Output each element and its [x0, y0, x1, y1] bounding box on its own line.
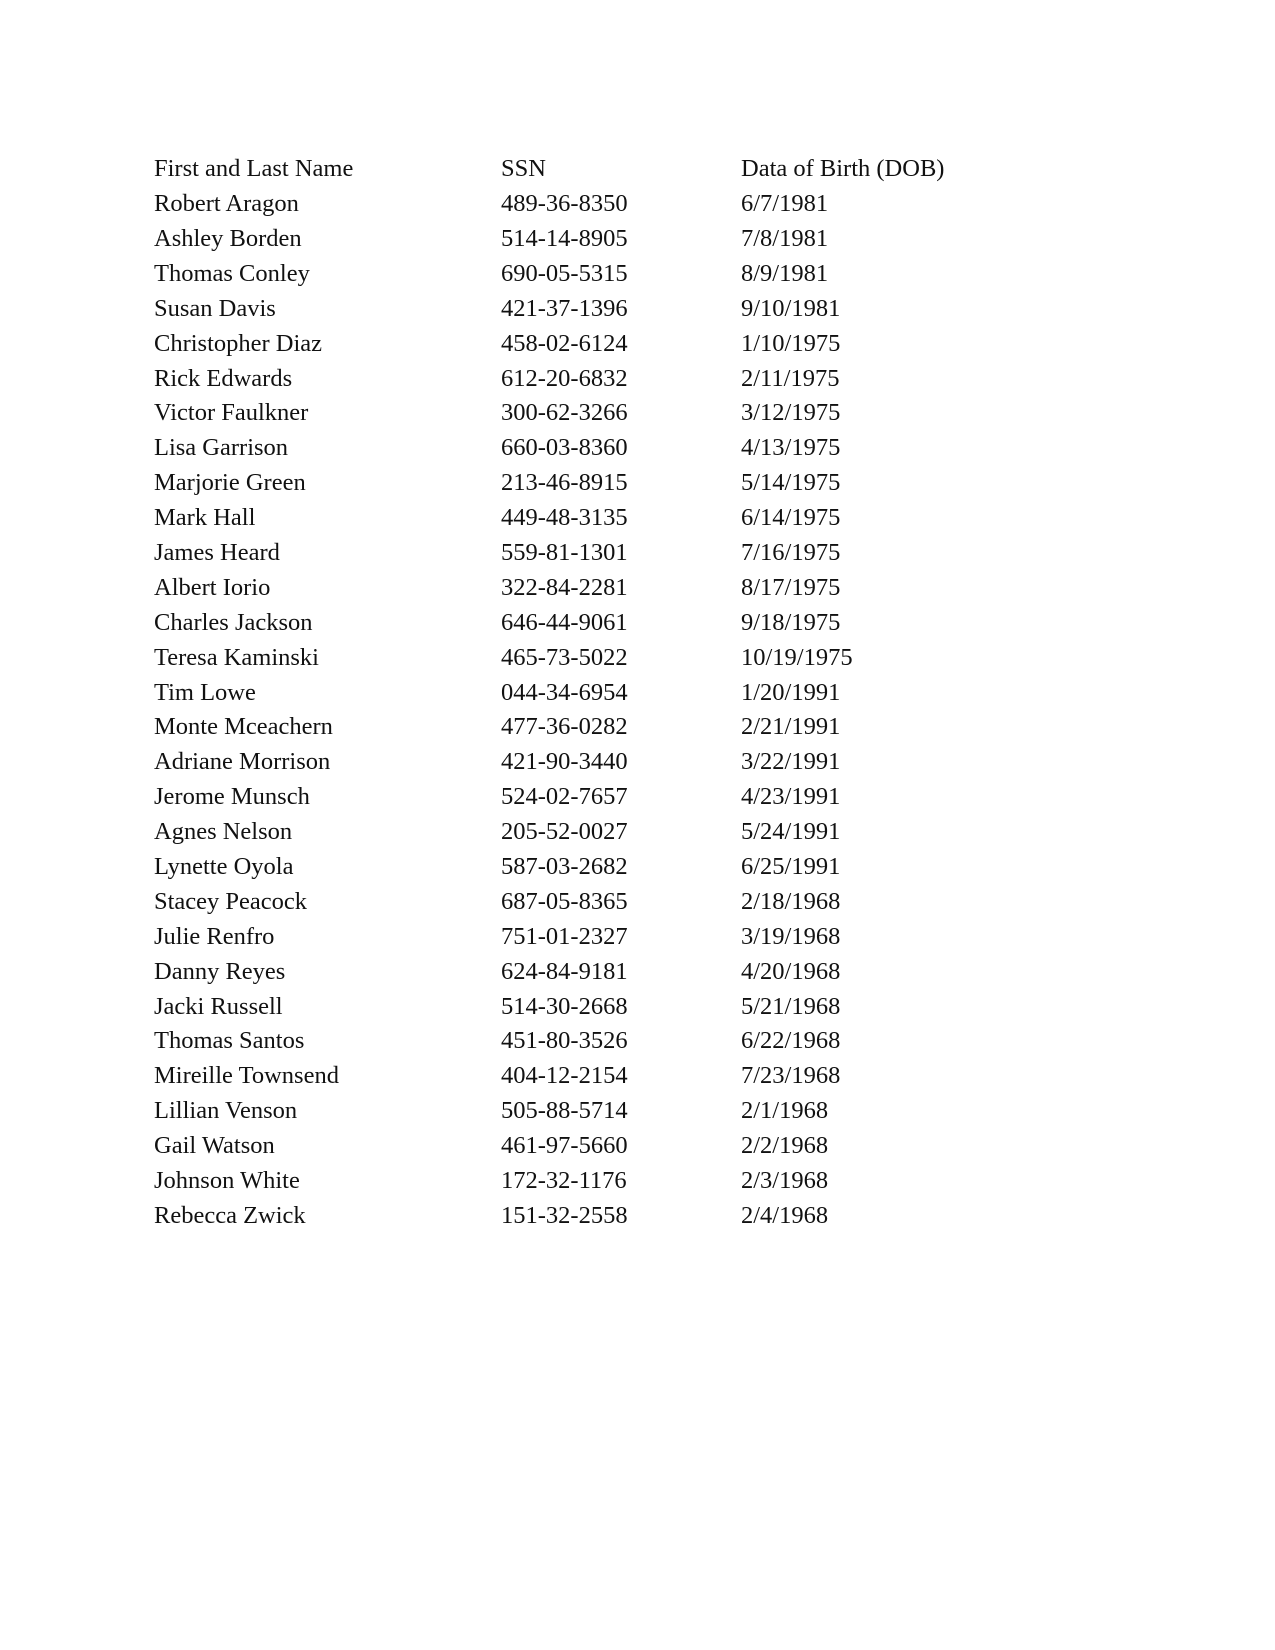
table-row: [154, 257, 1001, 292]
row-dob: 6/7/1981: [741, 190, 829, 218]
row-name: Gail Watson: [154, 1132, 275, 1160]
row-name: Robert Aragon: [154, 190, 299, 218]
table-row: [154, 745, 1001, 780]
table-row: [154, 1164, 1001, 1199]
row-name: Jerome Munsch: [154, 783, 310, 811]
row-ssn: 205-52-0027: [501, 818, 628, 846]
row-dob: 6/22/1968: [741, 1027, 841, 1055]
table-row: [154, 606, 1001, 641]
row-dob: 8/17/1975: [741, 573, 841, 601]
row-dob: 2/3/1968: [741, 1167, 829, 1195]
row-name: Tim Lowe: [154, 678, 256, 706]
row-name: Susan Davis: [154, 294, 276, 322]
column-header-ssn: SSN: [501, 155, 546, 183]
table-row: [154, 954, 1001, 989]
row-name: Rick Edwards: [154, 364, 293, 392]
table-row: [154, 292, 1001, 327]
row-name: Monte Mceachern: [154, 713, 333, 741]
table-row: [154, 536, 1001, 571]
row-name: Jacki Russell: [154, 992, 283, 1020]
row-dob: 7/23/1968: [741, 1062, 841, 1090]
row-dob: 7/8/1981: [741, 224, 829, 252]
row-dob: 6/25/1991: [741, 853, 841, 880]
row-ssn: 587-03-2682: [501, 853, 628, 880]
row-ssn: 300-62-3266: [501, 399, 628, 427]
row-dob: 5/14/1975: [741, 469, 841, 497]
table-row: [154, 222, 1001, 257]
row-dob: 4/13/1975: [741, 434, 841, 462]
table-row: [154, 885, 1001, 920]
row-ssn: 687-05-8365: [501, 887, 628, 915]
row-name: Danny Reyes: [154, 957, 286, 985]
row-dob: 4/20/1968: [741, 957, 841, 985]
table-row: [154, 501, 1001, 536]
row-dob: 2/18/1968: [741, 887, 841, 915]
row-ssn: 172-32-1176: [501, 1167, 627, 1195]
row-ssn: 044-34-6954: [501, 678, 628, 706]
table-row: [154, 815, 1001, 850]
table-row: [154, 710, 1001, 745]
table-header-row: [154, 152, 1001, 187]
row-ssn: 505-88-5714: [501, 1097, 628, 1125]
column-header-dob: Data of Birth (DOB): [741, 155, 945, 183]
row-ssn: 451-80-3526: [501, 1027, 628, 1055]
row-dob: 9/10/1981: [741, 294, 841, 322]
row-ssn: 646-44-9061: [501, 608, 628, 636]
row-name: Mireille Townsend: [154, 1062, 339, 1090]
row-dob: 6/14/1975: [741, 504, 841, 532]
column-header-name: First and Last Name: [154, 155, 354, 183]
table-row: [154, 326, 1001, 361]
row-ssn: 322-84-2281: [501, 573, 628, 601]
table-body: [154, 187, 1001, 1234]
row-dob: 5/21/1968: [741, 992, 841, 1020]
row-ssn: 458-02-6124: [501, 329, 628, 357]
records-table: [154, 152, 1001, 1234]
table-row: [154, 850, 1001, 885]
row-ssn: 449-48-3135: [501, 504, 628, 532]
row-ssn: 465-73-5022: [501, 643, 628, 671]
row-ssn: 489-36-8350: [501, 190, 628, 218]
row-name: Adriane Morrison: [154, 748, 331, 776]
row-ssn: 559-81-1301: [501, 538, 628, 566]
row-dob: 9/18/1975: [741, 608, 841, 636]
table-row: [154, 1024, 1001, 1059]
table-row: [154, 1129, 1001, 1164]
table-row: [154, 1094, 1001, 1129]
row-dob: 1/20/1991: [741, 678, 841, 706]
row-dob: 3/19/1968: [741, 922, 841, 950]
row-ssn: 624-84-9181: [501, 957, 628, 985]
row-ssn: 461-97-5660: [501, 1132, 628, 1160]
row-dob: 10/19/1975: [741, 643, 853, 671]
row-name: Ashley Borden: [154, 224, 302, 252]
row-name: Rebecca Zwick: [154, 1201, 306, 1229]
row-name: Lisa Garrison: [154, 434, 289, 462]
table-row: [154, 1199, 1001, 1234]
row-name: Victor Faulkner: [154, 399, 309, 427]
row-dob: 4/23/1991: [741, 783, 841, 811]
row-ssn: 213-46-8915: [501, 469, 628, 497]
row-ssn: 421-90-3440: [501, 748, 628, 776]
row-name: Christopher Diaz: [154, 329, 323, 357]
row-ssn: 660-03-8360: [501, 434, 628, 462]
row-ssn: 404-12-2154: [501, 1062, 628, 1090]
row-dob: 2/21/1991: [741, 713, 841, 741]
row-name: Lillian Venson: [154, 1097, 298, 1125]
row-name: Lynette Oyola: [154, 853, 294, 880]
row-ssn: 421-37-1396: [501, 294, 628, 322]
row-name: Marjorie Green: [154, 469, 306, 497]
row-ssn: 151-32-2558: [501, 1201, 628, 1229]
row-dob: 3/12/1975: [741, 399, 841, 427]
table-row: [154, 571, 1001, 606]
row-dob: 7/16/1975: [741, 538, 841, 566]
row-ssn: 524-02-7657: [501, 783, 628, 811]
table-row: [154, 675, 1001, 710]
row-dob: 1/10/1975: [741, 329, 841, 357]
row-ssn: 690-05-5315: [501, 259, 628, 287]
row-name: Albert Iorio: [154, 573, 271, 601]
table-row: [154, 780, 1001, 815]
table-row: [154, 431, 1001, 466]
row-name: Mark Hall: [154, 504, 256, 532]
table-row: [154, 1059, 1001, 1094]
table-row: [154, 920, 1001, 955]
row-name: Teresa Kaminski: [154, 643, 319, 671]
row-name: Thomas Conley: [154, 259, 310, 287]
row-name: Agnes Nelson: [154, 818, 293, 846]
row-ssn: 751-01-2327: [501, 922, 628, 950]
row-ssn: 514-30-2668: [501, 992, 628, 1020]
table-row: [154, 361, 1001, 396]
row-dob: 3/22/1991: [741, 748, 841, 776]
row-name: Charles Jackson: [154, 608, 313, 636]
row-dob: 5/24/1991: [741, 818, 841, 846]
row-dob: 8/9/1981: [741, 259, 829, 287]
table-row: [154, 396, 1001, 431]
row-ssn: 612-20-6832: [501, 364, 628, 392]
row-dob: 2/1/1968: [741, 1097, 829, 1125]
row-name: Johnson White: [154, 1167, 300, 1195]
row-dob: 2/2/1968: [741, 1132, 829, 1160]
table-row: [154, 989, 1001, 1024]
row-name: Stacey Peacock: [154, 887, 308, 915]
row-name: James Heard: [154, 538, 280, 566]
row-ssn: 514-14-8905: [501, 224, 628, 252]
row-dob: 2/11/1975: [741, 364, 840, 392]
table-row: [154, 640, 1001, 675]
row-ssn: 477-36-0282: [501, 713, 628, 741]
row-dob: 2/4/1968: [741, 1201, 829, 1229]
table-row: [154, 187, 1001, 222]
table-row: [154, 466, 1001, 501]
row-name: Julie Renfro: [154, 922, 275, 950]
row-name: Thomas Santos: [154, 1027, 305, 1055]
